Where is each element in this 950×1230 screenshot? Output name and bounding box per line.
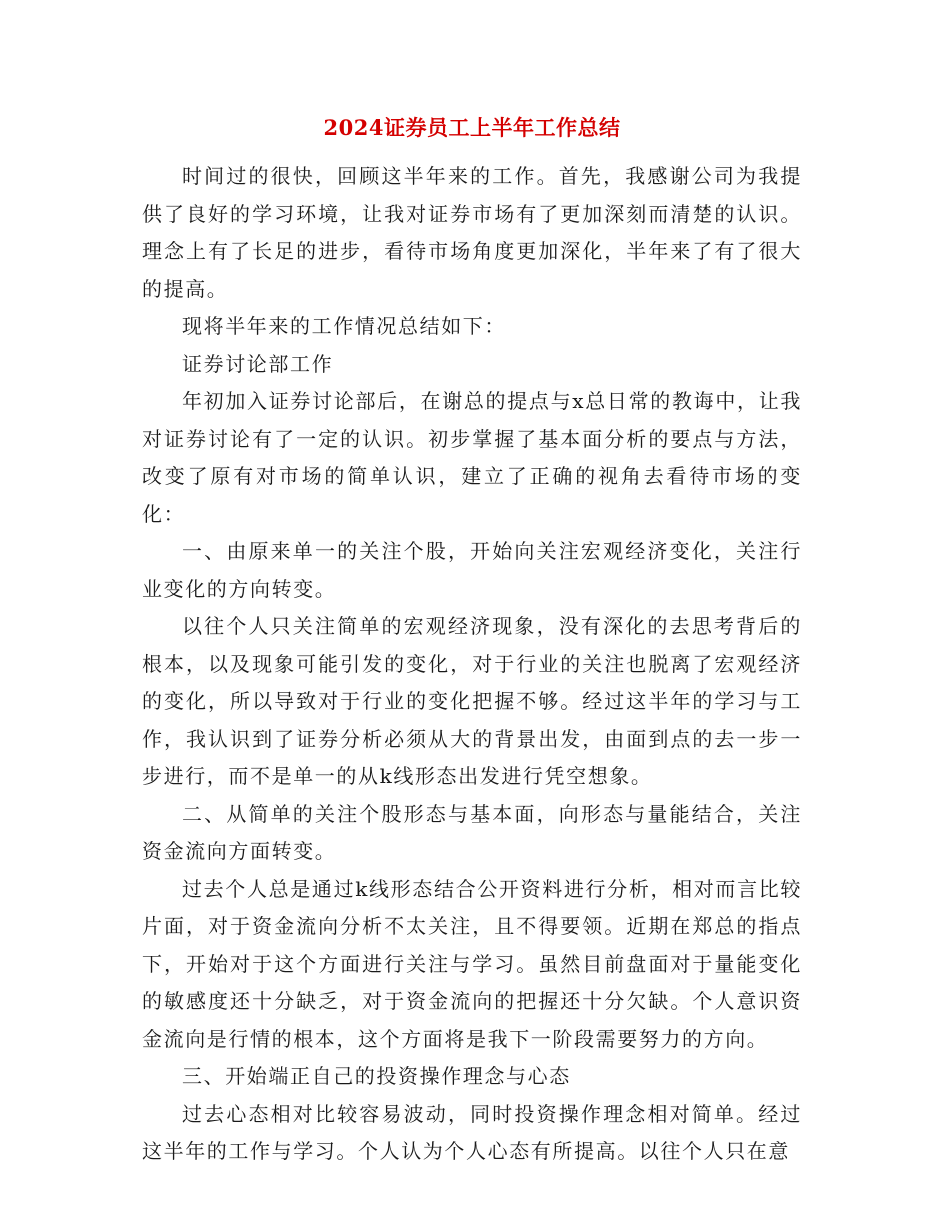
point-one-heading: 一、由原来单一的关注个股，开始向关注宏观经济变化，关注行业变化的方向转变。: [142, 539, 802, 601]
point-one-body: 以往个人只关注简单的宏观经济现象，没有深化的去思考背后的根本，以及现象可能引发的变化，对于行业的关注也脱离了宏观经济的变化，所以导致对于行业的变化把握不够。经过这半年的学习与工作，我认识到了证券分析必须从大的背景出发，由面到点的去一步一步进行，而不是单一的从k线形态出发进行凭空想象。: [142, 614, 802, 788]
document-page: [142, 112, 802, 1171]
paragraph-intro: 时间过的很快，回顾这半年来的工作。首先，我感谢公司为我提供了良好的学习环境，让我对证券市场有了更加深刻而清楚的认识。理念上有了长足的进步，看待市场角度更加深化，半年来了有了很大的提高。: [142, 164, 802, 301]
paragraph-summary-lead: 现将半年来的工作情况总结如下：: [182, 314, 506, 338]
paragraph-research-dept: 年初加入证券讨论部后，在谢总的提点与x总日常的教诲中，让我对证券讨论有了一定的认识。初步掌握了基本面分析的要点与方法，改变了原有对市场的简单认识，建立了正确的视角去看待市场的变化：: [142, 389, 802, 526]
section-heading-research-dept: 证券讨论部工作: [182, 351, 334, 376]
document-title: 2024证券员工上半年工作总结: [323, 115, 621, 140]
point-two-heading: 二、从简单的关注个股形态与基本面，向形态与量能结合，关注资金流向方面转变。: [142, 801, 802, 863]
point-two-body: 过去个人总是通过k线形态结合公开资料进行分析，相对而言比较片面，对于资金流向分析不太关注，且不得要领。近期在郑总的指点下，开始对于这个方面进行关注与学习。虽然目前盘面对于量能变化的敏感度还十分缺乏，对于资金流向的把握还十分欠缺。个人意识资金流向是行情的根本，这个方面将是我下一阶段需要努力的方向。: [142, 876, 802, 1051]
point-three-body: 过去心态相对比较容易波动，同时投资操作理念相对简单。经过这半年的工作与学习。个人认为个人心态有所提高。以往个人只在意: [142, 1101, 802, 1163]
point-three-heading: 三、开始端正自己的投资操作理念与心态: [182, 1064, 571, 1088]
